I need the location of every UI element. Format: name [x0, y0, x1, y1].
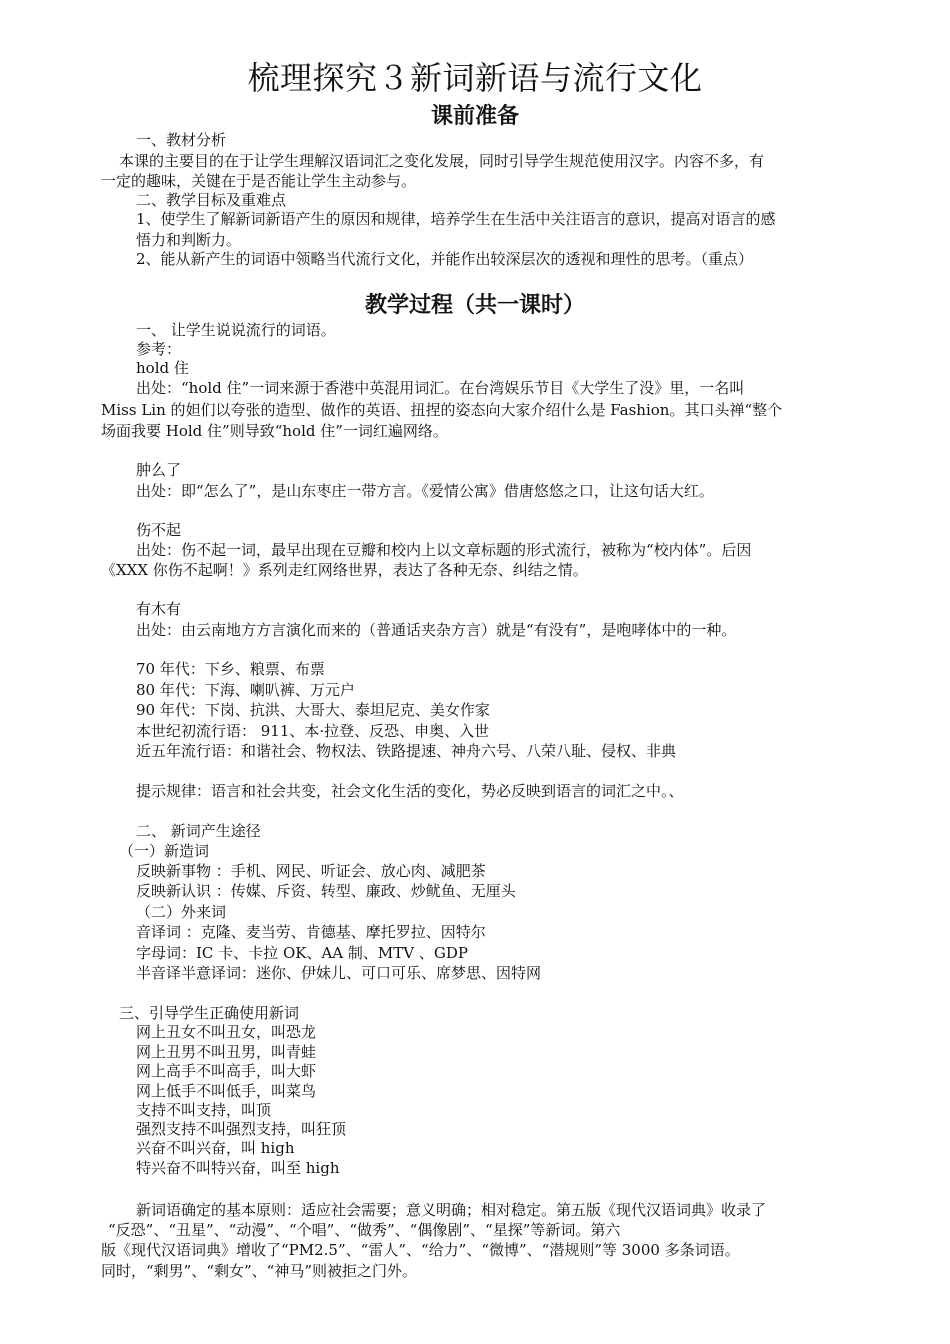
part2-sub-a: （一）新造词	[119, 842, 210, 860]
part2-a-item2: 反映新认识 ：传媒、斥资、转型、廉政、炒鱿鱼、无厘头	[136, 882, 516, 900]
goal-item-1-line2: 悟力和判断力。	[136, 231, 242, 249]
era-recent-five-years: 近五年流行语：和谐社会、物权法、铁路提速、神舟六号、八荣八耻、侵权、非典	[136, 742, 677, 760]
part3-line8: 特兴奋不叫特兴奋，叫至 high	[136, 1159, 340, 1177]
word-youmuyou: 有木有	[136, 600, 182, 618]
part2-a-item1: 反映新事物 ：手机、网民、听证会、放心肉、减肥茶	[136, 862, 486, 880]
part2-b-item1: 音译词 ：克隆、麦当劳、肯德基、摩托罗拉、因特尔	[136, 923, 486, 941]
shangbuqi-source-line1: 出处：伤不起一词，最早出现在豆瓣和校内上以文章标题的形式流行，被称为“校内体”。后因	[136, 541, 752, 559]
part1-title: 一、 让学生说说流行的词语。	[136, 321, 336, 339]
section-title-materials: 一、教材分析	[136, 131, 227, 149]
era-80s: 80 年代：下海、喇叭裤、万元户	[136, 681, 355, 699]
principle-line3: 版《现代汉语词典》增收了“PM2.5”、“雷人”、“给力”、“微博”、“潜规则”等 3000 多条词语。	[101, 1241, 740, 1259]
hold-source-line3: 场面我要 Hold 住”则导致“hold 住”一词红遍网络。	[101, 422, 448, 440]
part3-line5: 支持不叫支持，叫顶	[136, 1101, 272, 1119]
goal-item-1-line1: 1、使学生了解新词新语产生的原因和规律，培养学生在生活中关注语言的意识，提高对语言的感	[136, 210, 776, 228]
process-heading: 教学过程（共一课时）	[364, 292, 585, 318]
part2-b-item3: 半音译半意译词：迷你、伊妹儿、可口可乐、席梦思、因特网	[136, 964, 542, 982]
part3-line1: 网上丑女不叫丑女，叫恐龙	[136, 1023, 317, 1041]
part3-line2: 网上丑男不叫丑男，叫青蛙	[136, 1043, 317, 1061]
principle-line2: “反恐”、“丑星”、“动漫”、“个唱”、“做秀”、“偶像剧”、“星探”等新词。第六	[108, 1221, 621, 1239]
goal-item-2: 2、能从新产生的词语中领略当代流行文化，并能作出较深层次的透视和理性的思考。（重点）	[136, 250, 754, 268]
rule-hint: 提示规律：语言和社会共变，社会文化生活的变化，势必反映到语言的词汇之中。、	[136, 782, 684, 800]
part3-line7: 兴奋不叫兴奋，叫 high	[136, 1139, 295, 1157]
part2-title: 二、 新词产生途径	[136, 822, 261, 840]
shangbuqi-source-line2: 《XXX 你伤不起啊！》系列走红网络世界，表达了各种无奈、纠结之情。	[101, 561, 588, 579]
word-hold: hold 住	[136, 359, 189, 377]
part3-line3: 网上高手不叫高手，叫大虾	[136, 1062, 317, 1080]
part2-b-item2: 字母词：IC 卡、卡拉 OK、AA 制、MTV 、GDP	[136, 944, 468, 962]
part3-line6: 强烈支持不叫强烈支持，叫狂顶	[136, 1120, 347, 1138]
materials-paragraph-line2: 一定的趣味，关键在于是否能让学生主动参与。	[101, 172, 417, 190]
document-title: 梳理探究３新词新语与流行文化	[247, 59, 703, 97]
era-new-century: 本世纪初流行语： 911、本·拉登、反恐、申奥、入世	[136, 722, 490, 740]
materials-paragraph-line1: 本课的主要目的在于让学生理解汉语词汇之变化发展，同时引导学生规范使用汉字。内容不多，有	[119, 152, 765, 170]
hold-source-line1: 出处：“hold 住”一词来源于香港中英混用词汇。在台湾娱乐节目《大学生了没》里，一名叫	[136, 379, 745, 397]
reference-label: 参考：	[136, 340, 182, 358]
principle-line1: 新词语确定的基本原则：适应社会需要；意义明确；相对稳定。第五版《现代汉语词典》收录了	[136, 1201, 767, 1219]
era-90s: 90 年代：下岗、抗洪、大哥大、泰坦尼克、美女作家	[136, 701, 490, 719]
hold-source-line2: Miss Lin 的妲们以夸张的造型、做作的英语、扭捏的姿态向大家介绍什么是 Fashion。其口头禅“整个	[101, 401, 783, 419]
part2-sub-b: （二）外来词	[136, 903, 227, 921]
word-zhongmele: 肿么了	[136, 461, 182, 479]
zhongmele-source: 出处：即“怎么了”，是山东枣庄一带方言。《爱情公寓》借唐悠悠之口，让这句话大红。	[136, 482, 714, 500]
prep-heading: 课前准备	[430, 103, 519, 129]
era-70s: 70 年代：下乡、粮票、布票	[136, 660, 325, 678]
section-title-goals: 二、教学目标及重难点	[136, 191, 287, 209]
part3-title: 三、引导学生正确使用新词	[119, 1004, 300, 1022]
youmuyou-source: 出处：由云南地方方言演化而来的（普通话夹杂方言）就是“有没有”，是咆哮体中的一种。	[136, 621, 737, 639]
principle-line4: 同时，“剩男”、“剩女”、“神马”则被拒之门外。	[101, 1262, 418, 1280]
part3-line4: 网上低手不叫低手，叫菜鸟	[136, 1082, 317, 1100]
word-shangbuqi: 伤不起	[136, 521, 182, 539]
